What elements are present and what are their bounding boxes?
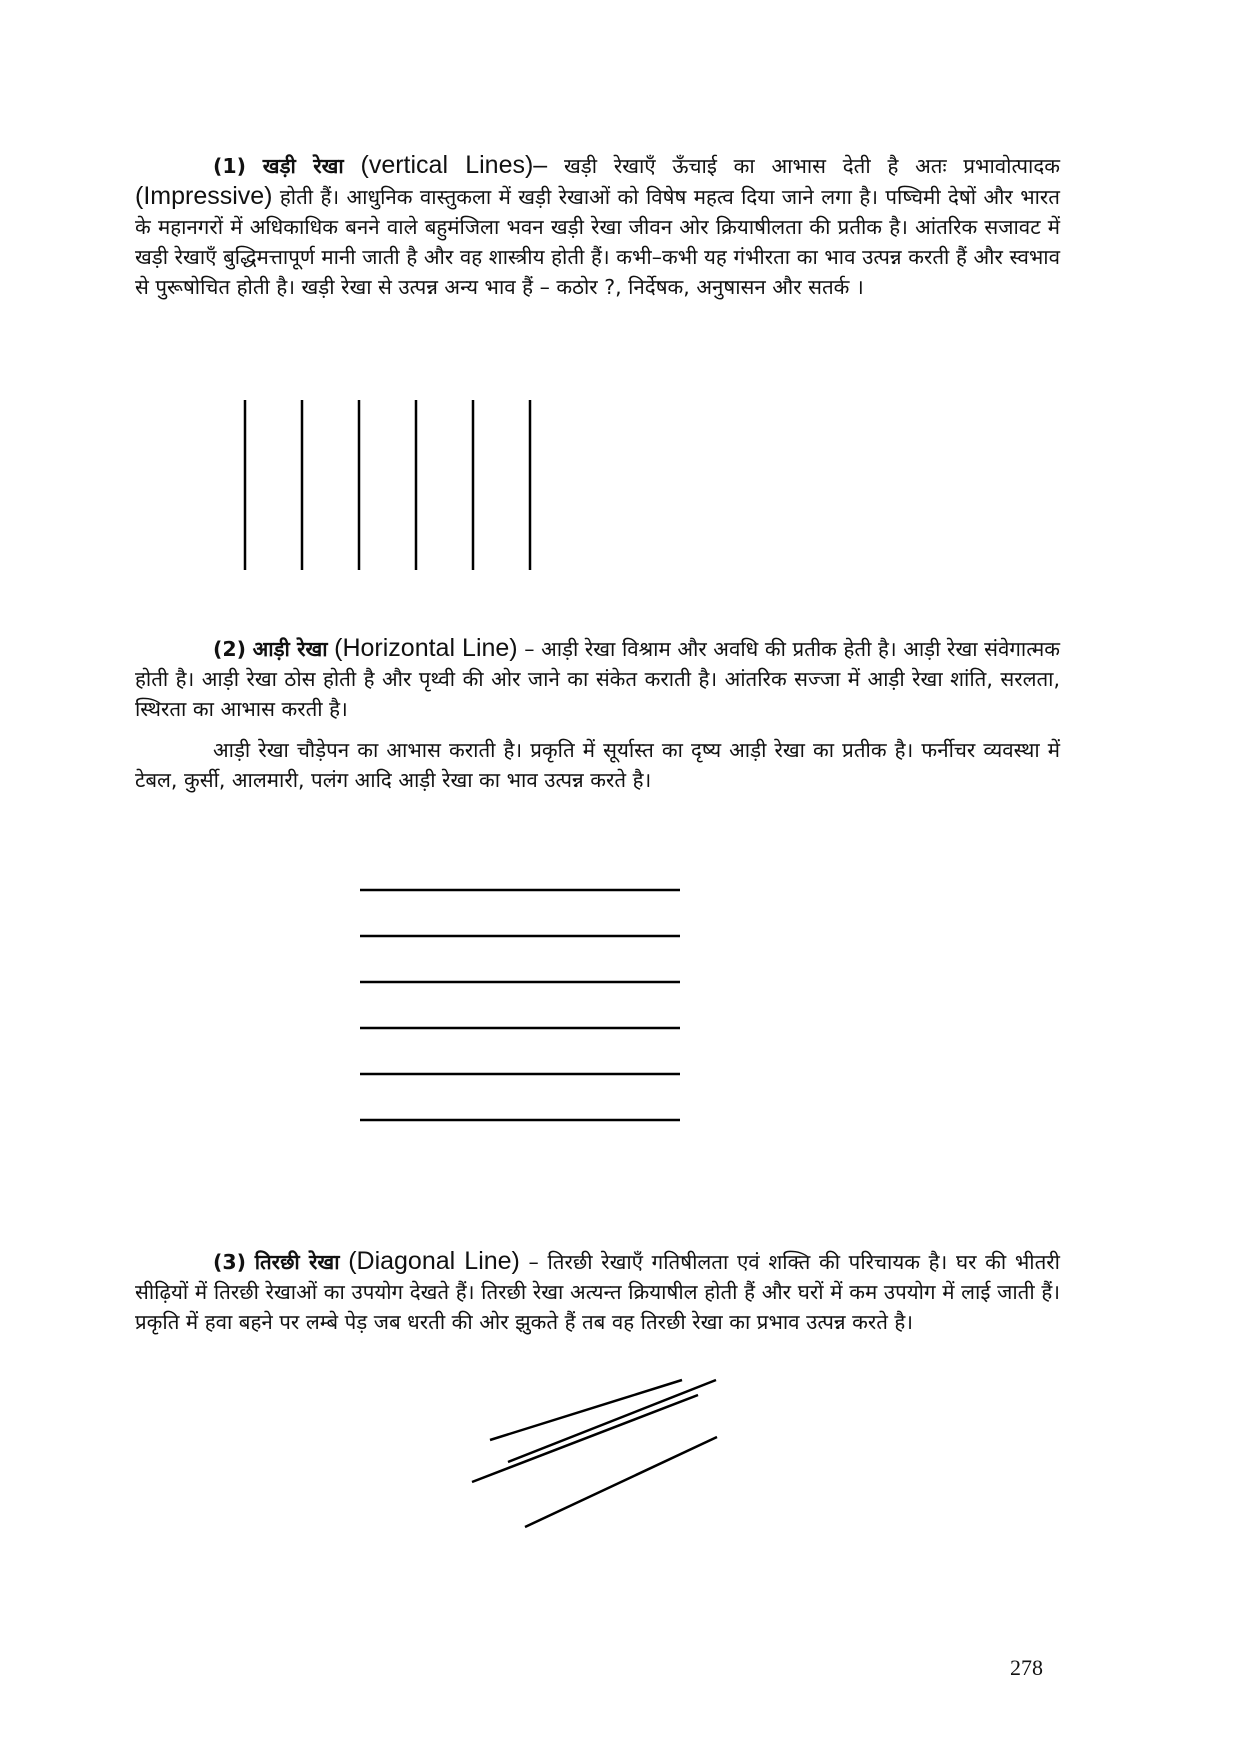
diagonal-line xyxy=(508,1380,716,1462)
section-horizontal-lines xyxy=(135,633,1060,724)
section-vertical-lines xyxy=(135,150,1060,302)
page-number: 278 xyxy=(1010,1655,1043,1680)
section-text: – तिरछी रेखाएँ गतिषीलता एवं शक्ति की परिचायक है। घर की भीतरी सीढ़ियों में तिरछी रेखाओं का उपयोग देखते हैं। तिरछी रेखा अत्यन्त क्रियाषील होती हैं और घरों में कम उपयोग में लाई जाती हैं। प्रकृति में हवा बहने पर लम्बे पेड़ जब धरती की ओर झुकते हैं तब वह तिरछी रेखा का प्रभाव उत्पन्न करते है। xyxy=(135,1250,1060,1334)
section-number: (2) xyxy=(213,637,247,661)
section-title-english: (Diagonal Line) xyxy=(348,1247,520,1275)
section-title-english: (vertical Lines)– xyxy=(360,151,548,179)
section-title-english: (Horizontal Line) xyxy=(334,634,518,662)
section-title: तिरछी रेखा xyxy=(254,1250,340,1274)
section-number: (1) xyxy=(213,154,247,178)
section-text-intro: खड़ी रेखाएँ ऊँचाई का आभास देती है अतः प्रभावोत्पादक xyxy=(547,154,1060,178)
section-text: आड़ी रेखा चौड़ेपन का आभास कराती है। प्रकृति में सूर्यास्त का दृष्य आड़ी रेखा का प्रतीक है। फर्नीचर व्यवस्था में टेबल, कुर्सी, आलमारी, पलंग आदि आड़ी रेखा का भाव उत्पन्न करते है। xyxy=(135,738,1060,792)
section-text: – आड़ी रेखा विश्राम और अवधि की प्रतीक हेती है। आड़ी रेखा संवेगात्मक होती है। आड़ी रेखा ठोस होती है और पृथ्वी की ओर जाने का संकेत कराती है। आंतरिक सज्जा में आड़ी रेखा शांति, सरलता, स्थिरता का आभास करती है। xyxy=(135,637,1060,721)
section-number: (3) xyxy=(213,1250,247,1274)
vertical-lines-figure xyxy=(230,395,550,575)
section-title: आड़ी रेखा xyxy=(252,637,328,661)
diagonal-line xyxy=(472,1395,698,1482)
section-title: खड़ी रेखा xyxy=(262,154,344,178)
diagonal-lines-figure xyxy=(460,1380,730,1555)
section-diagonal-lines xyxy=(135,1246,1060,1337)
section-horizontal-lines-continued xyxy=(135,735,1060,795)
highlight-term: (Impressive) xyxy=(135,182,273,210)
horizontal-lines-figure xyxy=(350,880,690,1130)
section-text: होती हैं। आधुनिक वास्तुकला में खड़ी रेखाओं को विषेष महत्व दिया जाने लगा है। पष्चिमी देषों और भारत के महानगरों में अधिकाधिक बनने वाले बहुमंजिला भवन खड़ी रेखा जीवन ओर क्रियाषीलता की प्रतीक है। आंतरिक सजावट में खड़ी रेखाएँ बुद्धिमत्तापूर्ण मानी जाती है और वह शास्त्रीय होती हैं। कभी–कभी यह गंभीरता का भाव उत्पन्न करती हैं और स्वभाव से पुरूषोचित होती है। खड़ी रेखा से उत्पन्न अन्य भाव हैं – कठोर ?, निर्देषक, अनुषासन और सतर्क । xyxy=(135,185,1060,299)
